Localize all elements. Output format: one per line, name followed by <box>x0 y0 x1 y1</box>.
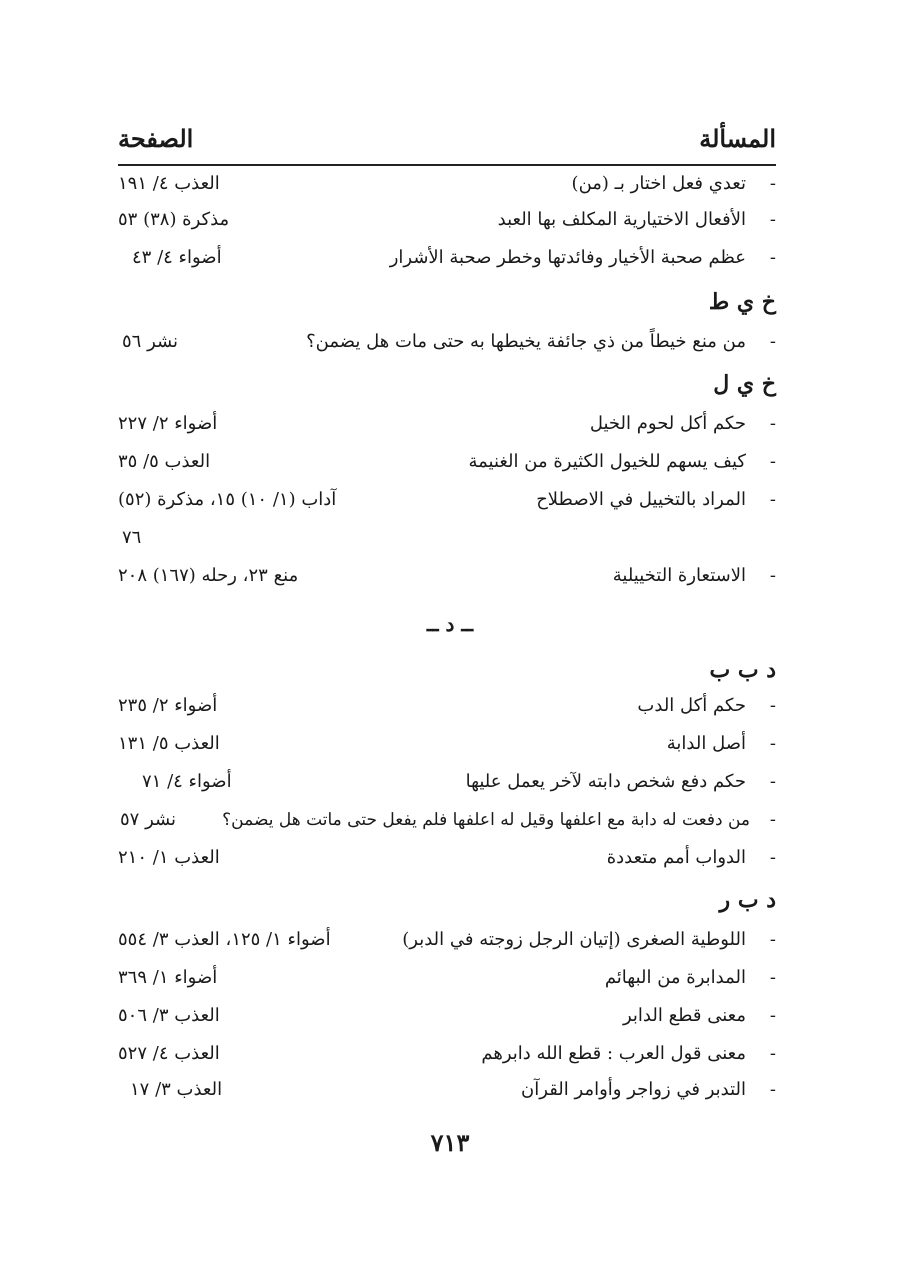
entry-text: معنى قول العرب : قطع الله دابرهم <box>481 1043 746 1064</box>
index-entry <box>118 202 776 238</box>
entry-text: الدواب أمم متعددة <box>606 847 746 868</box>
entry-text: حكم أكل الدب <box>637 695 746 716</box>
entry-text: حكم دفع شخص دابته لآخر يعمل عليها <box>465 771 746 792</box>
entry-reference: العذب ٤/ ١٩١ <box>118 173 220 194</box>
entry-dash: - <box>769 847 776 868</box>
entry-dash: - <box>769 1079 776 1100</box>
letter-divider: ــ د ــ <box>426 612 474 636</box>
index-entry <box>118 406 776 442</box>
index-entry <box>118 726 776 762</box>
entry-reference: ٧٦ <box>122 527 142 548</box>
entry-reference: منع ٢٣، رحله (١٦٧) ٢٠٨ <box>118 565 299 586</box>
entry-reference: العذب ٥/ ٣٥ <box>118 451 211 472</box>
entry-dash: - <box>769 771 776 792</box>
entry-reference: نشر ٥٧ <box>120 809 177 830</box>
entry-reference: أضواء ١/ ٣٦٩ <box>118 967 218 988</box>
index-entry <box>118 960 776 996</box>
entry-reference: العذب ٣/ ٥٠٦ <box>118 1005 220 1026</box>
entry-dash: - <box>769 1043 776 1064</box>
entry-reference: أضواء ٤/ ٧١ <box>142 771 232 792</box>
entry-text: المدابرة من البهائم <box>604 967 746 988</box>
entry-text: اللوطية الصغرى (إتيان الرجل زوجته في الدبر) <box>402 929 746 950</box>
entry-dash: - <box>769 967 776 988</box>
index-entry <box>118 482 776 518</box>
entry-reference: العذب ٥/ ١٣١ <box>118 733 220 754</box>
index-entry <box>118 998 776 1034</box>
entry-text: أصل الدابة <box>666 733 746 754</box>
index-entry <box>118 324 776 360</box>
index-entry <box>118 240 776 276</box>
root-heading: خ ي ل <box>713 371 776 397</box>
index-entry <box>118 922 776 958</box>
index-entry <box>118 558 776 594</box>
index-entry <box>118 802 776 838</box>
entry-text: الأفعال الاختيارية المكلف بها العبد <box>497 209 746 230</box>
entry-dash: - <box>769 489 776 510</box>
index-entry <box>118 1036 776 1072</box>
root-heading: خ ي ط <box>708 289 776 315</box>
entry-reference: العذب ٣/ ١٧ <box>130 1079 223 1100</box>
index-entry-continuation <box>118 520 776 556</box>
entry-reference: العذب ٤/ ٥٢٧ <box>118 1043 220 1064</box>
entry-dash: - <box>769 331 776 352</box>
entry-reference: أضواء ١/ ١٢٥، العذب ٣/ ٥٥٤ <box>118 929 331 950</box>
entry-reference: أضواء ٢/ ٢٣٥ <box>118 695 218 716</box>
entry-dash: - <box>769 565 776 586</box>
entry-dash: - <box>769 209 776 230</box>
index-entry <box>118 688 776 724</box>
entry-reference: آداب (١/ ١٠) ١٥، مذكرة (٥٢) <box>118 489 337 510</box>
issue-column-title: المسألة <box>699 124 776 153</box>
entry-reference: مذكرة (٣٨) ٥٣ <box>118 209 230 230</box>
entry-text: الاستعارة التخييلية <box>612 565 746 586</box>
page-column-title: الصفحة <box>118 124 194 153</box>
index-entry <box>118 1072 776 1108</box>
entry-text: عظم صحبة الأخيار وفائدتها وخطر صحبة الأشرار <box>389 247 746 268</box>
index-entry <box>118 764 776 800</box>
entry-dash: - <box>769 173 776 194</box>
entry-text: من منع خيطاً من ذي جائفة يخيطها به حتى مات هل يضمن؟ <box>306 331 746 352</box>
entry-dash: - <box>769 809 776 830</box>
entry-dash: - <box>769 413 776 434</box>
page-number: ٧١٣ <box>430 1128 470 1157</box>
entry-reference: نشر ٥٦ <box>122 331 179 352</box>
entry-text: تعدي فعل اختار بـ (من) <box>571 173 746 194</box>
column-header <box>118 124 776 164</box>
entry-text: معنى قطع الدابر <box>622 1005 746 1026</box>
root-heading: د ب ب <box>709 657 776 683</box>
entry-dash: - <box>769 695 776 716</box>
entry-text: المراد بالتخييل في الاصطلاح <box>536 489 746 510</box>
index-entry <box>118 840 776 876</box>
entry-text: كيف يسهم للخيول الكثيرة من الغنيمة <box>468 451 746 472</box>
index-entry <box>118 444 776 480</box>
entry-dash: - <box>769 451 776 472</box>
entry-reference: أضواء ٤/ ٤٣ <box>132 247 222 268</box>
entry-text: التدبر في زواجر وأوامر القرآن <box>521 1079 746 1100</box>
index-entry <box>118 166 776 202</box>
entry-reference: العذب ١/ ٢١٠ <box>118 847 220 868</box>
entry-reference: أضواء ٢/ ٢٢٧ <box>118 413 218 434</box>
entry-dash: - <box>769 247 776 268</box>
entry-dash: - <box>769 929 776 950</box>
entry-dash: - <box>769 733 776 754</box>
entry-dash: - <box>769 1005 776 1026</box>
root-heading: د ب ر <box>719 887 776 913</box>
entry-text: من دفعت له دابة مع اعلفها وقيل له اعلفها فلم يفعل حتى ماتت هل يضمن؟ <box>222 810 750 830</box>
entry-text: حكم أكل لحوم الخيل <box>589 413 746 434</box>
